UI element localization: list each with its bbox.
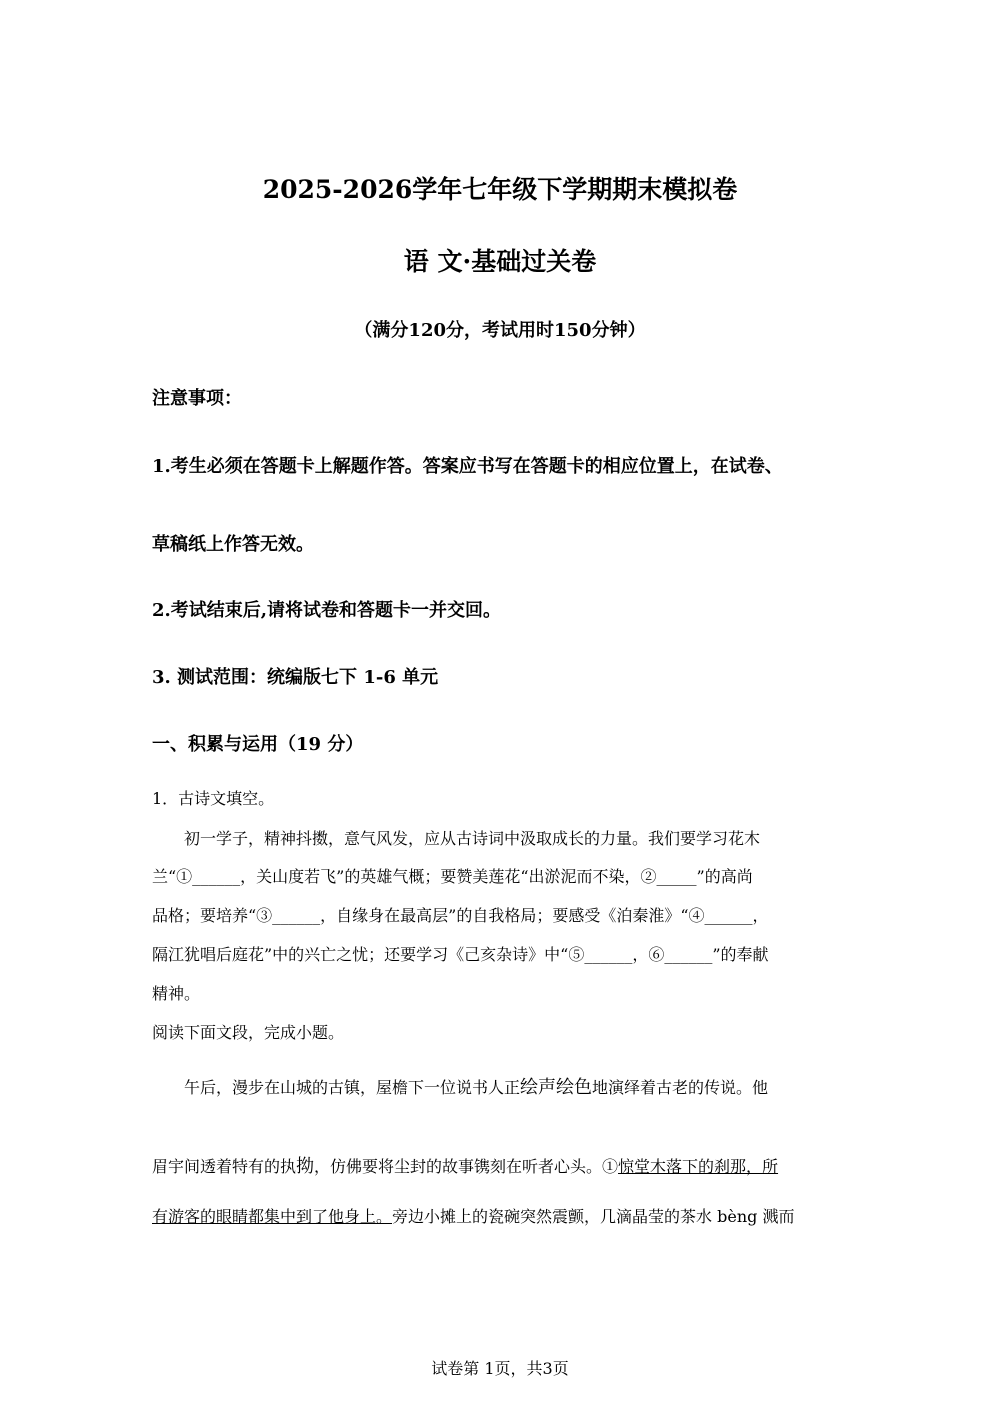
page-footer: 试卷第 1页，共3页 (431, 1359, 569, 1378)
passage-line-1 (152, 1073, 768, 1099)
passage-line-3 (152, 1204, 794, 1227)
passage-idiom: 绘声绘色 (520, 1077, 593, 1098)
section-1-heading: 一、积累与运用（19 分） (152, 734, 364, 755)
notice-item-2: 2.考试结束后,请将试卷和答题卡一并交回。 (152, 600, 502, 621)
notice-heading: 注意事项： (152, 388, 242, 409)
question-1-line: 品格；要培养“③______，自缘身在最高层”的自我格局；要感受《泊秦淮》“④______， (152, 906, 769, 925)
notice-item-1-line-1: 1.考生必须在答题卡上解题作答。答案应书写在答题卡的相应位置上，在试卷、 (152, 456, 783, 477)
exam-title: 2025-2026学年七年级下学期期末模拟卷 (262, 175, 738, 204)
exam-subtitle: 语 文·基础过关卷 (403, 247, 597, 276)
question-1-line: 精神。 (152, 984, 201, 1003)
question-1-line: 兰“①______，关山度若飞”的英雄气概；要赞美莲花“出淤泥而不染，②_____”的高尚 (152, 867, 753, 886)
underlined-sentence: 惊堂木落下的刹那，所 (618, 1157, 779, 1176)
notice-item-3: 3. 测试范围：统编版七下 1-6 单元 (152, 667, 439, 688)
question-1-line: 隔江犹唱后庭花”中的兴亡之忧；还要学习《己亥杂诗》中“⑤______，⑥______”的奉献 (152, 945, 769, 964)
passage-text: 旁边小摊上的瓷碗突然震颤，几滴晶莹的茶水 bèng 溅而 (392, 1207, 795, 1226)
question-1-line: 初一学子，精神抖擞，意气风发，应从古诗词中汲取成长的力量。我们要学习花木 (152, 829, 761, 848)
score-note: （满分120分，考试用时150分钟） (354, 320, 646, 341)
passage-text: 地演绎着古老的传说。他 (592, 1078, 769, 1097)
passage-text: 眉宇间透着特有的执 (152, 1157, 297, 1176)
question-1-label: 1．古诗文填空。 (152, 789, 275, 808)
passage-line-2 (152, 1152, 778, 1178)
passage-text: ，仿佛要将尘封的故事镌刻在听者心头。① (314, 1157, 619, 1176)
passage-char: 拗 (296, 1156, 315, 1177)
underlined-sentence: 有游客的眼睛都集中到了他身上。 (152, 1207, 393, 1226)
read-instruction: 阅读下面文段，完成小题。 (152, 1023, 345, 1042)
notice-item-1-line-2: 草稿纸上作答无效。 (152, 534, 314, 555)
passage-text: 午后，漫步在山城的古镇，屋檐下一位说书人正 (152, 1078, 521, 1097)
